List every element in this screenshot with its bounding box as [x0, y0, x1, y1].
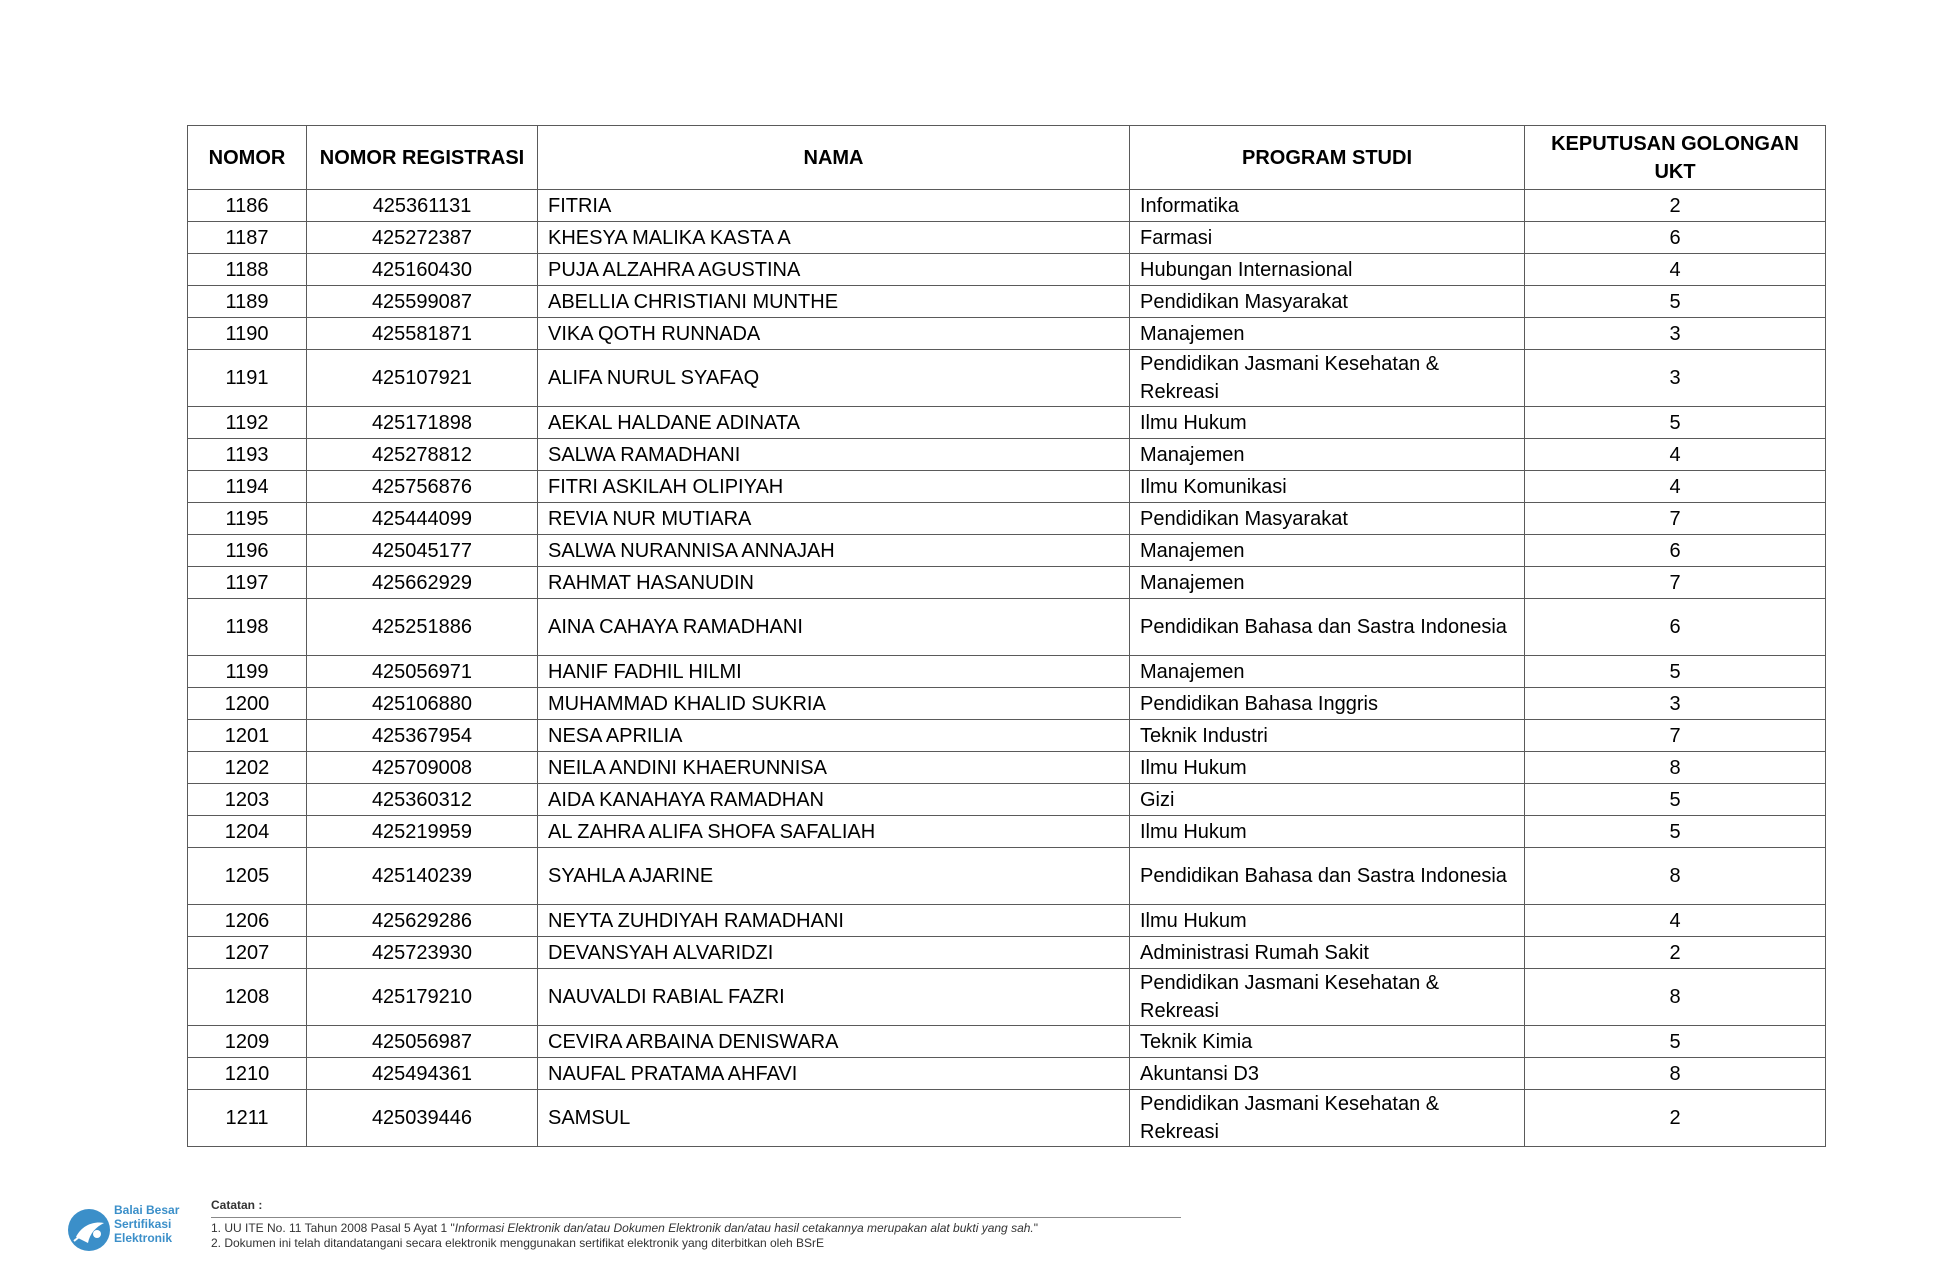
cell-nomor: 1194 [188, 471, 307, 503]
cell-nomor: 1209 [188, 1026, 307, 1058]
cell-nomor-registrasi: 425494361 [307, 1058, 538, 1090]
cell-nomor-registrasi: 425278812 [307, 439, 538, 471]
cell-nomor-registrasi: 425272387 [307, 222, 538, 254]
cell-nomor: 1188 [188, 254, 307, 286]
cell-program-studi: Pendidikan Bahasa dan Sastra Indonesia [1130, 599, 1525, 656]
cell-nomor-registrasi: 425723930 [307, 937, 538, 969]
cell-nomor-registrasi: 425709008 [307, 752, 538, 784]
cell-nama: ALIFA NURUL SYAFAQ [538, 350, 1130, 407]
cell-program-studi: Gizi [1130, 784, 1525, 816]
cell-nama: PUJA ALZAHRA AGUSTINA [538, 254, 1130, 286]
cell-program-studi: Pendidikan Masyarakat [1130, 503, 1525, 535]
cell-nomor: 1190 [188, 318, 307, 350]
bsre-logo-text [114, 1203, 179, 1245]
header-program-studi: PROGRAM STUDI [1130, 126, 1525, 190]
table-row [188, 350, 1826, 407]
table-header-row [188, 126, 1826, 190]
cell-nomor: 1204 [188, 816, 307, 848]
cell-nomor-registrasi: 425160430 [307, 254, 538, 286]
header-keputusan-golongan-ukt: KEPUTUSAN GOLONGAN UKT [1525, 126, 1826, 190]
header-nomor-registrasi: NOMOR REGISTRASI [307, 126, 538, 190]
cell-program-studi: Teknik Kimia [1130, 1026, 1525, 1058]
cell-nomor-registrasi: 425361131 [307, 190, 538, 222]
cell-golongan-ukt: 4 [1525, 905, 1826, 937]
cell-nama: NAUVALDI RABIAL FAZRI [538, 969, 1130, 1026]
table-row [188, 254, 1826, 286]
cell-nomor-registrasi: 425444099 [307, 503, 538, 535]
footer-notes [211, 1197, 1181, 1251]
cell-nomor: 1197 [188, 567, 307, 599]
table-row [188, 784, 1826, 816]
table-row [188, 1026, 1826, 1058]
catatan-label: Catatan : [211, 1198, 263, 1212]
cell-nama: HANIF FADHIL HILMI [538, 656, 1130, 688]
cell-program-studi: Pendidikan Bahasa dan Sastra Indonesia [1130, 848, 1525, 905]
cell-golongan-ukt: 2 [1525, 1090, 1826, 1147]
table-row [188, 567, 1826, 599]
cell-nama: NEYTA ZUHDIYAH RAMADHANI [538, 905, 1130, 937]
cell-program-studi: Informatika [1130, 190, 1525, 222]
bsre-logo-icon [66, 1207, 112, 1253]
cell-nama: AL ZAHRA ALIFA SHOFA SAFALIAH [538, 816, 1130, 848]
cell-golongan-ukt: 5 [1525, 784, 1826, 816]
cell-program-studi: Manajemen [1130, 439, 1525, 471]
table-row [188, 688, 1826, 720]
note-1-quote: Informasi Elektronik dan/atau Dokumen Elektronik dan/atau hasil cetakannya merupakan alat bukti yang sah. [454, 1221, 1034, 1235]
table-row [188, 599, 1826, 656]
cell-nomor-registrasi: 425219959 [307, 816, 538, 848]
cell-golongan-ukt: 5 [1525, 1026, 1826, 1058]
cell-nomor: 1203 [188, 784, 307, 816]
note-1-suffix: " [1033, 1221, 1039, 1235]
cell-golongan-ukt: 6 [1525, 222, 1826, 254]
note-2: 2. Dokumen ini telah ditandatangani secara elektronik menggunakan sertifikat elektronik yang diterbitkan oleh BSrE [211, 1236, 825, 1250]
cell-program-studi: Pendidikan Jasmani Kesehatan & Rekreasi [1130, 1090, 1525, 1147]
cell-program-studi: Manajemen [1130, 656, 1525, 688]
logo-line-3: Elektronik [114, 1231, 173, 1245]
cell-program-studi: Manajemen [1130, 535, 1525, 567]
cell-nomor: 1198 [188, 599, 307, 656]
cell-golongan-ukt: 3 [1525, 318, 1826, 350]
cell-nama: ABELLIA CHRISTIANI MUNTHE [538, 286, 1130, 318]
cell-nama: VIKA QOTH RUNNADA [538, 318, 1130, 350]
cell-nama: FITRIA [538, 190, 1130, 222]
cell-nomor-registrasi: 425756876 [307, 471, 538, 503]
cell-golongan-ukt: 8 [1525, 969, 1826, 1026]
header-nama: NAMA [538, 126, 1130, 190]
cell-nomor-registrasi: 425367954 [307, 720, 538, 752]
logo-line-1: Balai Besar [114, 1203, 180, 1217]
table-row [188, 905, 1826, 937]
ukt-decision-table [187, 125, 1826, 1147]
table-row [188, 1058, 1826, 1090]
cell-nomor-registrasi: 425039446 [307, 1090, 538, 1147]
cell-nomor: 1211 [188, 1090, 307, 1147]
cell-golongan-ukt: 7 [1525, 720, 1826, 752]
cell-nomor-registrasi: 425662929 [307, 567, 538, 599]
cell-nomor: 1195 [188, 503, 307, 535]
cell-program-studi: Administrasi Rumah Sakit [1130, 937, 1525, 969]
cell-golongan-ukt: 6 [1525, 599, 1826, 656]
notes-divider [211, 1217, 1181, 1218]
table-row [188, 190, 1826, 222]
cell-nama: KHESYA MALIKA KASTA A [538, 222, 1130, 254]
cell-nomor: 1206 [188, 905, 307, 937]
cell-nama: AINA CAHAYA RAMADHANI [538, 599, 1130, 656]
cell-nama: SALWA RAMADHANI [538, 439, 1130, 471]
cell-nomor: 1191 [188, 350, 307, 407]
cell-program-studi: Ilmu Hukum [1130, 905, 1525, 937]
cell-nomor: 1201 [188, 720, 307, 752]
cell-nama: MUHAMMAD KHALID SUKRIA [538, 688, 1130, 720]
cell-nomor: 1200 [188, 688, 307, 720]
table-row [188, 720, 1826, 752]
cell-golongan-ukt: 5 [1525, 816, 1826, 848]
note-1-prefix: 1. UU ITE No. 11 Tahun 2008 Pasal 5 Ayat 1 " [211, 1221, 455, 1235]
table-row [188, 471, 1826, 503]
cell-nomor: 1207 [188, 937, 307, 969]
table-row [188, 286, 1826, 318]
cell-nomor: 1192 [188, 407, 307, 439]
cell-nomor: 1210 [188, 1058, 307, 1090]
cell-nomor-registrasi: 425056987 [307, 1026, 538, 1058]
cell-nomor-registrasi: 425581871 [307, 318, 538, 350]
cell-nomor: 1199 [188, 656, 307, 688]
table-row [188, 503, 1826, 535]
cell-program-studi: Manajemen [1130, 318, 1525, 350]
cell-golongan-ukt: 7 [1525, 503, 1826, 535]
cell-nama: CEVIRA ARBAINA DENISWARA [538, 1026, 1130, 1058]
cell-golongan-ukt: 5 [1525, 656, 1826, 688]
cell-nomor-registrasi: 425106880 [307, 688, 538, 720]
cell-program-studi: Ilmu Komunikasi [1130, 471, 1525, 503]
cell-nama: NESA APRILIA [538, 720, 1130, 752]
cell-golongan-ukt: 4 [1525, 439, 1826, 471]
note-1 [211, 1221, 1181, 1236]
cell-nomor-registrasi: 425599087 [307, 286, 538, 318]
cell-program-studi: Pendidikan Jasmani Kesehatan & Rekreasi [1130, 969, 1525, 1026]
cell-golongan-ukt: 4 [1525, 471, 1826, 503]
cell-nomor-registrasi: 425056971 [307, 656, 538, 688]
cell-golongan-ukt: 3 [1525, 350, 1826, 407]
cell-golongan-ukt: 7 [1525, 567, 1826, 599]
cell-nomor-registrasi: 425179210 [307, 969, 538, 1026]
cell-nama: RAHMAT HASANUDIN [538, 567, 1130, 599]
cell-program-studi: Teknik Industri [1130, 720, 1525, 752]
logo-line-2: Sertifikasi [114, 1217, 172, 1231]
table-row [188, 318, 1826, 350]
cell-nama: SALWA NURANNISA ANNAJAH [538, 535, 1130, 567]
cell-nama: NEILA ANDINI KHAERUNNISA [538, 752, 1130, 784]
cell-nomor-registrasi: 425140239 [307, 848, 538, 905]
table-row [188, 752, 1826, 784]
cell-nama: REVIA NUR MUTIARA [538, 503, 1130, 535]
table-row [188, 1090, 1826, 1147]
cell-nomor-registrasi: 425107921 [307, 350, 538, 407]
cell-program-studi: Pendidikan Jasmani Kesehatan & Rekreasi [1130, 350, 1525, 407]
cell-golongan-ukt: 3 [1525, 688, 1826, 720]
cell-program-studi: Manajemen [1130, 567, 1525, 599]
footer [66, 1197, 1186, 1267]
cell-program-studi: Pendidikan Masyarakat [1130, 286, 1525, 318]
table-row [188, 222, 1826, 254]
table-row [188, 535, 1826, 567]
cell-golongan-ukt: 2 [1525, 190, 1826, 222]
cell-nomor: 1202 [188, 752, 307, 784]
cell-golongan-ukt: 4 [1525, 254, 1826, 286]
table-row [188, 969, 1826, 1026]
header-nomor: NOMOR [188, 126, 307, 190]
cell-nama: DEVANSYAH ALVARIDZI [538, 937, 1130, 969]
table-row [188, 848, 1826, 905]
table-row [188, 656, 1826, 688]
cell-golongan-ukt: 5 [1525, 286, 1826, 318]
cell-program-studi: Ilmu Hukum [1130, 752, 1525, 784]
cell-nomor-registrasi: 425045177 [307, 535, 538, 567]
cell-nomor: 1193 [188, 439, 307, 471]
cell-golongan-ukt: 8 [1525, 752, 1826, 784]
cell-nomor-registrasi: 425171898 [307, 407, 538, 439]
cell-program-studi: Hubungan Internasional [1130, 254, 1525, 286]
table-row [188, 937, 1826, 969]
cell-nomor: 1196 [188, 535, 307, 567]
cell-golongan-ukt: 6 [1525, 535, 1826, 567]
cell-nama: FITRI ASKILAH OLIPIYAH [538, 471, 1130, 503]
cell-nomor: 1208 [188, 969, 307, 1026]
cell-nomor: 1189 [188, 286, 307, 318]
cell-program-studi: Ilmu Hukum [1130, 816, 1525, 848]
cell-program-studi: Pendidikan Bahasa Inggris [1130, 688, 1525, 720]
cell-nama: NAUFAL PRATAMA AHFAVI [538, 1058, 1130, 1090]
cell-nama: SYAHLA AJARINE [538, 848, 1130, 905]
cell-golongan-ukt: 5 [1525, 407, 1826, 439]
cell-nama: AEKAL HALDANE ADINATA [538, 407, 1130, 439]
cell-program-studi: Akuntansi D3 [1130, 1058, 1525, 1090]
table-row [188, 816, 1826, 848]
cell-nomor: 1186 [188, 190, 307, 222]
cell-nomor-registrasi: 425629286 [307, 905, 538, 937]
cell-program-studi: Farmasi [1130, 222, 1525, 254]
cell-nomor: 1187 [188, 222, 307, 254]
cell-nomor-registrasi: 425360312 [307, 784, 538, 816]
table-row [188, 439, 1826, 471]
cell-golongan-ukt: 2 [1525, 937, 1826, 969]
cell-nama: SAMSUL [538, 1090, 1130, 1147]
cell-nomor-registrasi: 425251886 [307, 599, 538, 656]
cell-nomor: 1205 [188, 848, 307, 905]
cell-golongan-ukt: 8 [1525, 848, 1826, 905]
cell-program-studi: Ilmu Hukum [1130, 407, 1525, 439]
cell-golongan-ukt: 8 [1525, 1058, 1826, 1090]
table-row [188, 407, 1826, 439]
cell-nama: AIDA KANAHAYA RAMADHAN [538, 784, 1130, 816]
